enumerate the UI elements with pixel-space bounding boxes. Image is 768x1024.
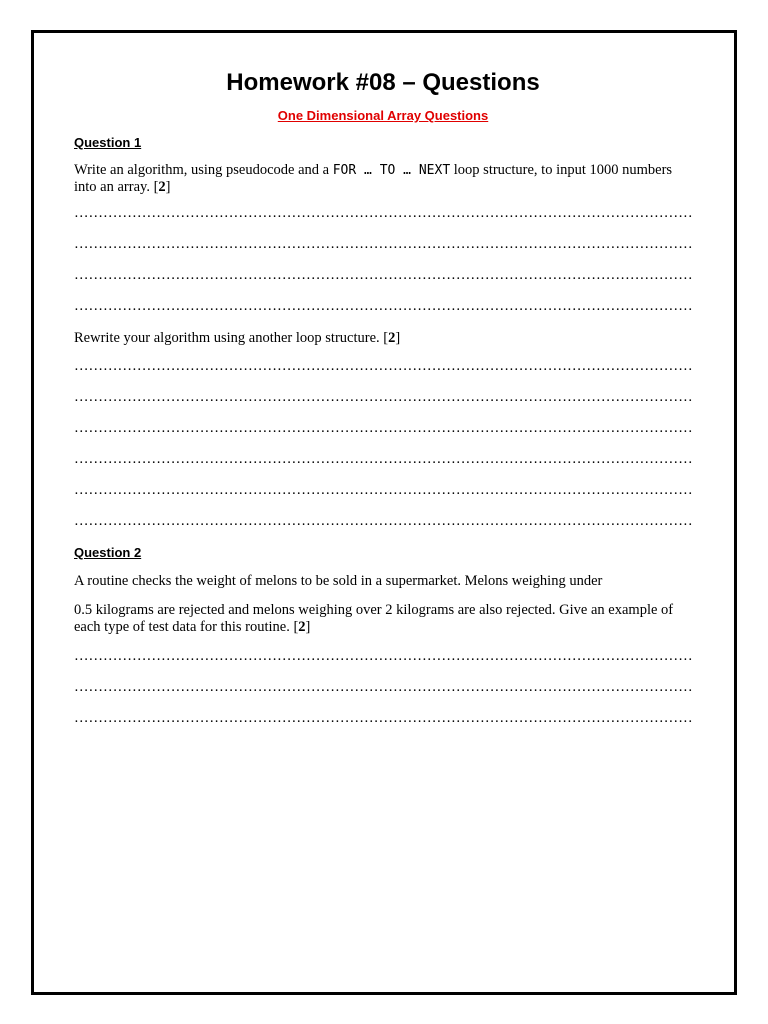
question-1-prompt: Write an algorithm, using pseudocode and a FOR … TO … NEXT loop structure, to input 1000 numbers into an array. [2]: [74, 162, 673, 195]
answer-line: [74, 298, 692, 329]
code-for: FOR: [332, 163, 357, 178]
question-1b-prompt: Rewrite your algorithm using another loop structure. [2]: [74, 330, 401, 346]
answer-line: [74, 420, 692, 451]
answer-line: [74, 205, 692, 236]
answer-line: [74, 482, 692, 513]
marks-value: 2: [158, 179, 166, 195]
worksheet: [74, 64, 692, 741]
question-1-heading: Question 1: [74, 135, 142, 150]
answer-line: [74, 389, 692, 420]
section-subtitle: One Dimensional Array Questions: [277, 108, 489, 123]
answer-lines: [74, 205, 692, 329]
answer-line: [74, 358, 692, 389]
question-2-prompt-line1: A routine checks the weight of melons to be sold in a supermarket. Melons weighing under: [74, 573, 603, 589]
question-2-prompt: 0.5 kilograms are rejected and melons weighing over 2 kilograms are also rejected. Give an example of each type of test data for this routine. [2]: [74, 602, 674, 635]
page-title: Homework #08 – Questions: [226, 69, 540, 96]
answer-line: [74, 710, 692, 741]
answer-line: [74, 648, 692, 679]
question-2-heading: Question 2: [74, 545, 142, 560]
answer-line: [74, 513, 692, 544]
answer-line: [74, 679, 692, 710]
answer-line: [74, 451, 692, 482]
answer-lines: [74, 648, 692, 741]
answer-line: [74, 267, 692, 298]
code-to: TO: [379, 163, 396, 178]
code-next: NEXT: [418, 163, 451, 178]
answer-line: [74, 236, 692, 267]
answer-lines: [74, 358, 692, 544]
marks-value: 2: [388, 330, 396, 346]
marks-value: 2: [298, 619, 306, 635]
